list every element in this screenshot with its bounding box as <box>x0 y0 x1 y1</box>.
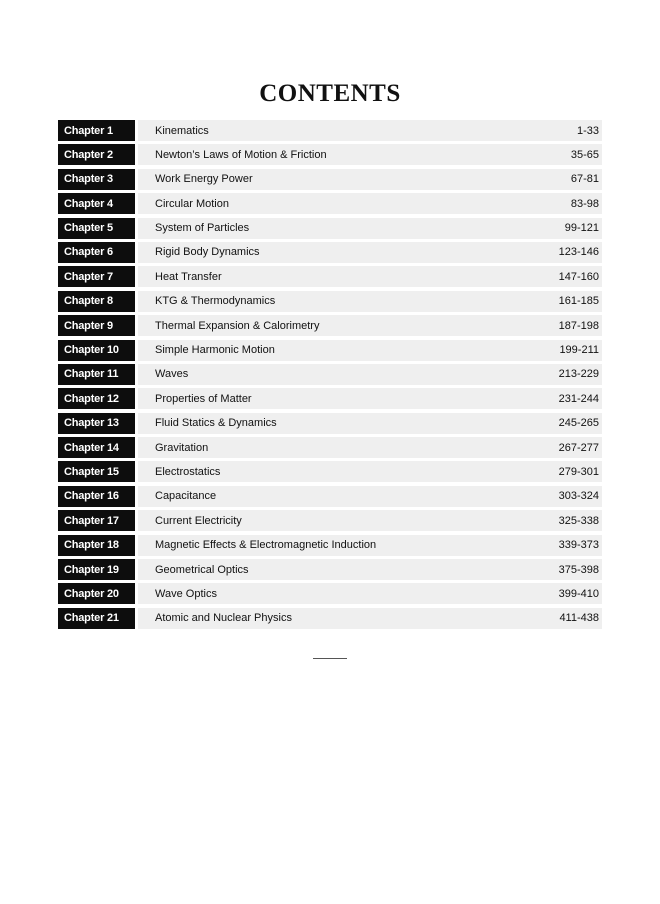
toc-row-chapter-16[interactable] <box>58 486 602 507</box>
chapter-pages: 99-121 <box>564 222 599 235</box>
chapter-title: Work Energy Power <box>155 173 253 186</box>
chapter-label: Chapter 10 <box>58 340 135 361</box>
chapter-title: Simple Harmonic Motion <box>155 344 275 357</box>
chapter-label: Chapter 4 <box>58 193 135 214</box>
toc-row-chapter-2[interactable] <box>58 144 602 165</box>
chapter-label: Chapter 12 <box>58 388 135 409</box>
toc-row-chapter-4[interactable] <box>58 193 602 214</box>
chapter-title: Atomic and Nuclear Physics <box>155 612 292 625</box>
chapter-title: Thermal Expansion & Calorimetry <box>155 319 320 332</box>
toc-row-chapter-19[interactable] <box>58 559 602 580</box>
chapter-pages: 231-244 <box>558 392 599 405</box>
chapter-pages: 411-438 <box>559 612 599 625</box>
chapter-title: Heat Transfer <box>155 270 222 283</box>
toc-row-chapter-7[interactable] <box>58 266 602 287</box>
toc-row-chapter-10[interactable] <box>58 340 602 361</box>
chapter-label: Chapter 21 <box>58 608 135 629</box>
chapter-pages: 1-33 <box>576 124 599 137</box>
toc-row-chapter-1[interactable] <box>58 120 602 141</box>
chapter-label: Chapter 2 <box>58 144 135 165</box>
chapter-title: Geometrical Optics <box>155 563 249 576</box>
chapter-pages: 123-146 <box>558 246 599 259</box>
toc-row-chapter-20[interactable] <box>58 583 602 604</box>
chapter-label: Chapter 5 <box>58 218 135 239</box>
chapter-title: System of Particles <box>155 222 250 235</box>
chapter-title: Magnetic Effects & Electromagnetic Induction <box>155 539 377 552</box>
chapter-title: Fluid Statics & Dynamics <box>155 417 277 430</box>
chapter-title: KTG & Thermodynamics <box>155 295 276 308</box>
chapter-title: Gravitation <box>155 441 209 454</box>
toc-row-chapter-8[interactable] <box>58 291 602 312</box>
chapter-pages: 67-81 <box>570 173 599 186</box>
chapter-title: Newton’s Laws of Motion & Friction <box>155 148 327 161</box>
chapter-title: Properties of Matter <box>155 392 252 405</box>
toc-row-chapter-21[interactable] <box>58 608 602 629</box>
chapter-pages: 325-338 <box>558 514 599 527</box>
chapter-label: Chapter 15 <box>58 461 135 482</box>
chapter-label: Chapter 11 <box>58 364 135 385</box>
chapter-pages: 35-65 <box>570 148 599 161</box>
chapter-pages: 267-277 <box>558 441 599 454</box>
toc-row-chapter-12[interactable] <box>58 388 602 409</box>
chapter-pages: 399-410 <box>558 587 599 600</box>
toc-row-chapter-15[interactable] <box>58 461 602 482</box>
table-of-contents <box>58 120 602 632</box>
chapter-title: Rigid Body Dynamics <box>155 246 260 259</box>
chapter-pages: 245-265 <box>558 417 599 430</box>
chapter-label: Chapter 6 <box>58 242 135 263</box>
toc-row-chapter-18[interactable] <box>58 535 602 556</box>
chapter-pages: 279-301 <box>558 465 599 478</box>
chapter-title: Kinematics <box>155 124 209 137</box>
chapter-label: Chapter 13 <box>58 413 135 434</box>
toc-row-chapter-9[interactable] <box>58 315 602 336</box>
toc-row-chapter-11[interactable] <box>58 364 602 385</box>
chapter-title: Current Electricity <box>155 514 242 527</box>
end-rule-divider <box>313 658 347 659</box>
chapter-pages: 339-373 <box>558 539 599 552</box>
chapter-pages: 213-229 <box>558 368 599 381</box>
toc-row-chapter-3[interactable] <box>58 169 602 190</box>
page-title: CONTENTS <box>259 80 401 107</box>
chapter-pages: 187-198 <box>558 319 599 332</box>
chapter-title: Waves <box>155 368 189 381</box>
chapter-label: Chapter 17 <box>58 510 135 531</box>
chapter-label: Chapter 1 <box>58 120 135 141</box>
chapter-label: Chapter 9 <box>58 315 135 336</box>
chapter-title: Electrostatics <box>155 465 221 478</box>
toc-row-chapter-5[interactable] <box>58 218 602 239</box>
chapter-pages: 199-211 <box>559 344 599 357</box>
chapter-title: Wave Optics <box>155 587 217 600</box>
chapter-pages: 161-185 <box>558 295 599 308</box>
toc-row-chapter-14[interactable] <box>58 437 602 458</box>
chapter-label: Chapter 7 <box>58 266 135 287</box>
chapter-pages: 83-98 <box>570 197 599 210</box>
chapter-pages: 375-398 <box>558 563 599 576</box>
toc-row-chapter-13[interactable] <box>58 413 602 434</box>
toc-row-chapter-17[interactable] <box>58 510 602 531</box>
chapter-pages: 303-324 <box>558 490 599 503</box>
chapter-label: Chapter 19 <box>58 559 135 580</box>
toc-row-chapter-6[interactable] <box>58 242 602 263</box>
chapter-label: Chapter 18 <box>58 535 135 556</box>
chapter-title: Capacitance <box>155 490 217 503</box>
chapter-label: Chapter 16 <box>58 486 135 507</box>
chapter-title: Circular Motion <box>155 197 229 210</box>
chapter-label: Chapter 14 <box>58 437 135 458</box>
chapter-pages: 147-160 <box>558 270 599 283</box>
chapter-label: Chapter 20 <box>58 583 135 604</box>
chapter-label: Chapter 3 <box>58 169 135 190</box>
chapter-label: Chapter 8 <box>58 291 135 312</box>
